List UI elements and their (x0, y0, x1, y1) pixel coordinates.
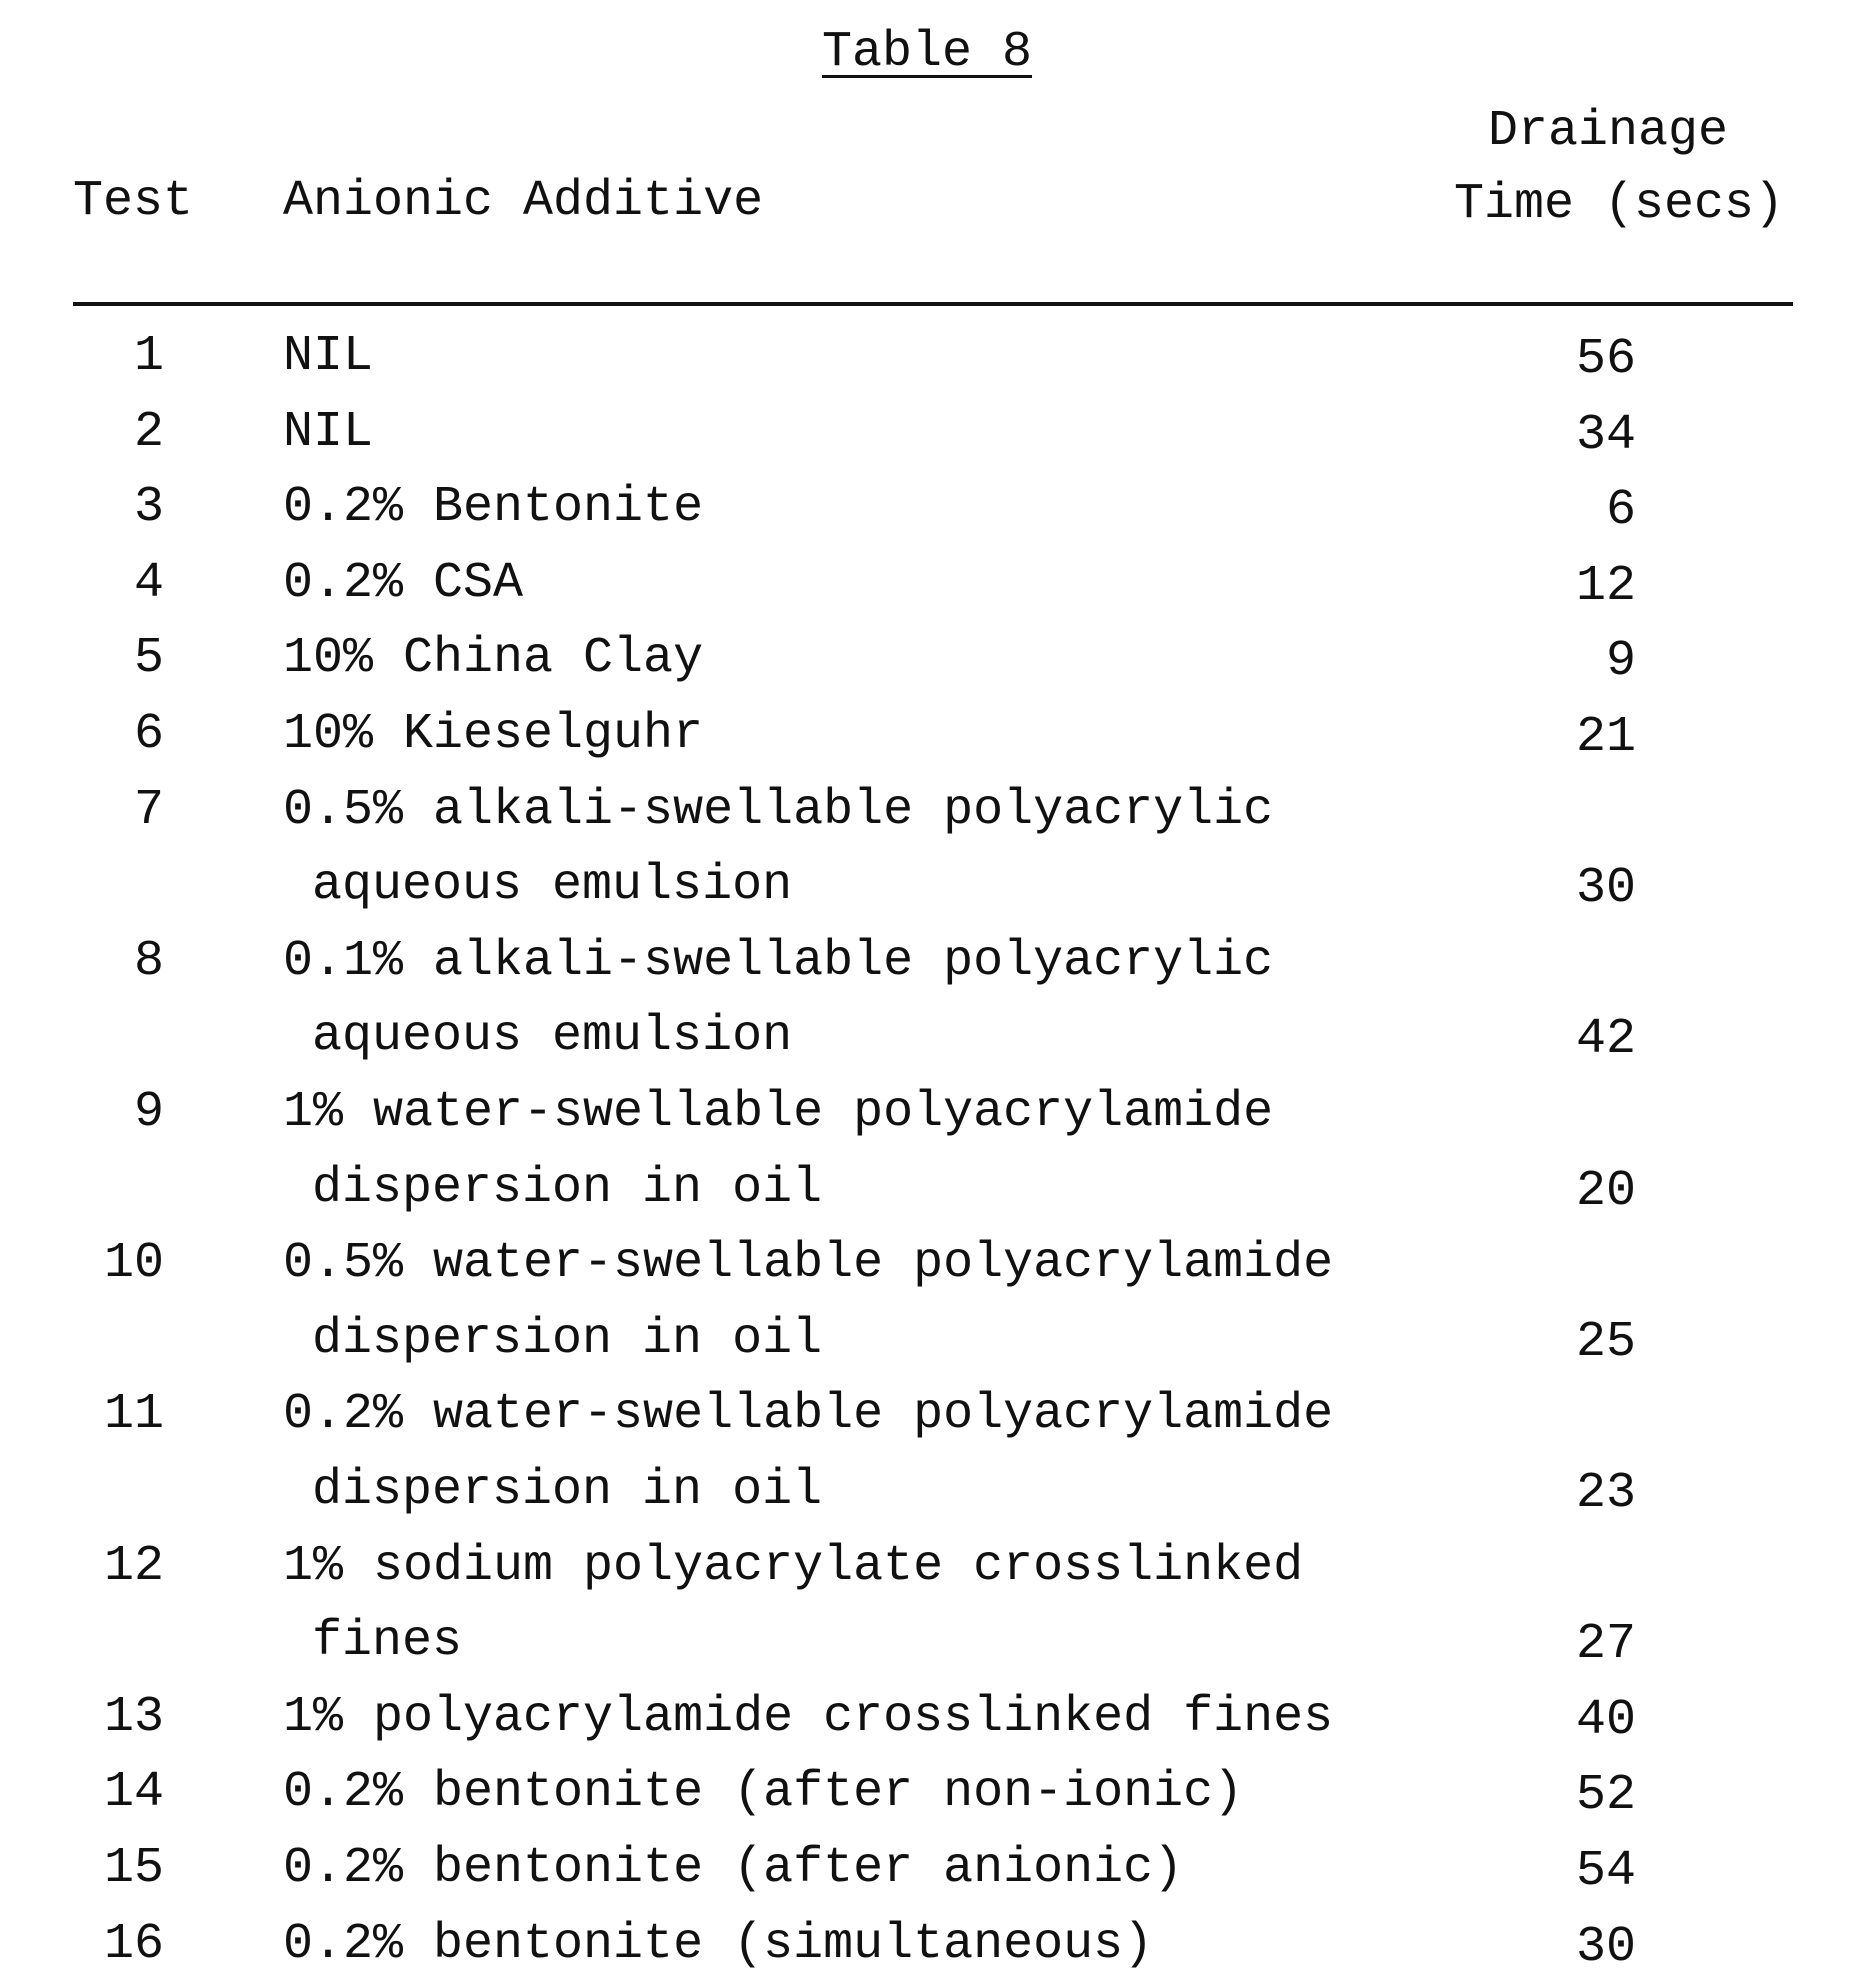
additive-text: NIL (283, 408, 373, 458)
additive-text: 0.2% bentonite (simultaneous) (283, 1920, 1153, 1970)
additive-text: fines (312, 1617, 462, 1667)
test-number: 9 (44, 1088, 164, 1138)
additive-text: 1% sodium polyacrylate crosslinked (283, 1542, 1303, 1592)
test-number: 12 (44, 1542, 164, 1592)
additive-text: 0.2% bentonite (after anionic) (283, 1844, 1183, 1894)
additive-text: 10% Kieselguhr (283, 710, 703, 760)
test-number: 2 (44, 408, 164, 458)
table-title: Table 8 (822, 28, 1032, 78)
test-number: 7 (44, 786, 164, 836)
test-number: 1 (44, 332, 164, 382)
test-number: 16 (44, 1920, 164, 1970)
drainage-time: 25 (1436, 1318, 1636, 1368)
additive-text: 0.2% CSA (283, 559, 523, 609)
test-number: 10 (44, 1239, 164, 1289)
test-number: 15 (44, 1844, 164, 1894)
drainage-time: 21 (1436, 713, 1636, 763)
test-number: 5 (44, 634, 164, 684)
header-rule (73, 302, 1793, 306)
additive-text: 0.2% bentonite (after non-ionic) (283, 1768, 1243, 1818)
drainage-time: 54 (1436, 1847, 1636, 1897)
test-number: 13 (44, 1693, 164, 1743)
drainage-time: 34 (1436, 411, 1636, 461)
test-number: 6 (44, 710, 164, 760)
drainage-time: 20 (1436, 1167, 1636, 1217)
header-test: Test (73, 177, 193, 227)
additive-text: dispersion in oil (312, 1164, 822, 1214)
additive-text: aqueous emulsion (312, 861, 792, 911)
additive-text: 1% polyacrylamide crosslinked fines (283, 1693, 1333, 1743)
test-number: 11 (44, 1390, 164, 1440)
drainage-time: 9 (1436, 637, 1636, 687)
drainage-time: 27 (1436, 1620, 1636, 1670)
additive-text: dispersion in oil (312, 1315, 822, 1365)
additive-text: aqueous emulsion (312, 1012, 792, 1062)
additive-text: dispersion in oil (312, 1466, 822, 1516)
drainage-time: 30 (1436, 864, 1636, 914)
drainage-time: 42 (1436, 1015, 1636, 1065)
additive-text: 0.1% alkali-swellable polyacrylic (283, 937, 1273, 987)
drainage-time: 12 (1436, 562, 1636, 612)
drainage-time: 52 (1436, 1771, 1636, 1821)
drainage-time: 30 (1436, 1923, 1636, 1973)
test-number: 14 (44, 1768, 164, 1818)
test-number: 4 (44, 559, 164, 609)
drainage-time: 56 (1436, 335, 1636, 385)
drainage-time: 40 (1436, 1696, 1636, 1746)
drainage-time: 23 (1436, 1469, 1636, 1519)
additive-text: 0.2% Bentonite (283, 483, 703, 533)
test-number: 8 (44, 937, 164, 987)
additive-text: 10% China Clay (283, 634, 703, 684)
header-additive: Anionic Additive (283, 177, 763, 227)
drainage-time: 6 (1436, 486, 1636, 536)
additive-text: 0.2% water-swellable polyacrylamide (283, 1390, 1333, 1440)
additive-text: NIL (283, 332, 373, 382)
header-drainage: Drainage (1488, 107, 1728, 157)
additive-text: 0.5% alkali-swellable polyacrylic (283, 786, 1273, 836)
additive-text: 0.5% water-swellable polyacrylamide (283, 1239, 1333, 1289)
header-time: Time (secs) (1454, 180, 1784, 230)
test-number: 3 (44, 483, 164, 533)
additive-text: 1% water-swellable polyacrylamide (283, 1088, 1273, 1138)
